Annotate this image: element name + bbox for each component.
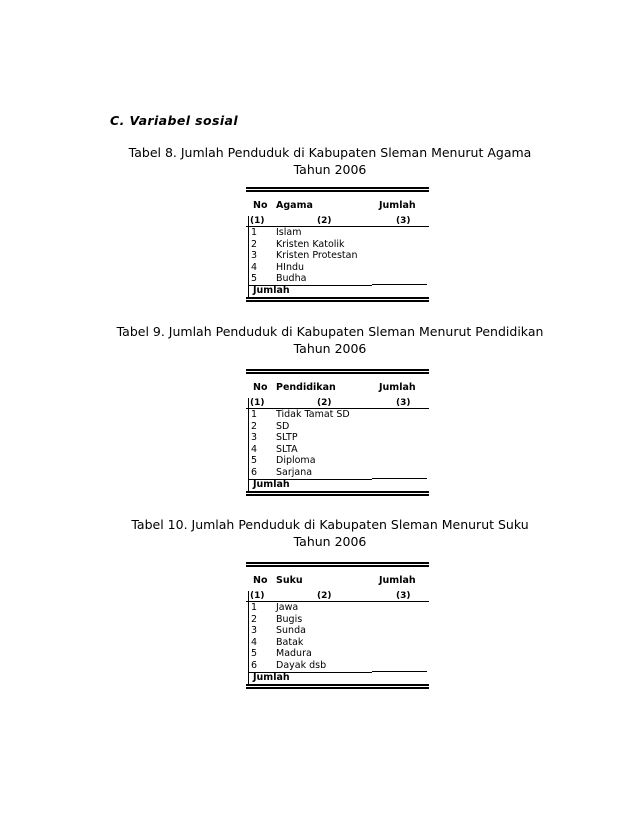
row-name: SLTA <box>276 443 298 455</box>
table-row <box>246 602 429 614</box>
column-number: (2) <box>317 398 332 408</box>
column-number: (3) <box>396 591 411 601</box>
section-heading: C. Variabel sosial <box>110 113 239 128</box>
total-label: Jumlah <box>253 478 290 490</box>
table-row <box>246 625 429 637</box>
row-name: Budha <box>276 273 307 285</box>
row-number: 5 <box>251 273 258 285</box>
table-caption-year: Tahun 2006 <box>293 162 367 177</box>
row-number: 3 <box>251 625 258 637</box>
table-row <box>246 239 429 251</box>
table-total-row <box>246 672 429 684</box>
column-header: Suku <box>276 575 303 586</box>
row-name: SLTP <box>276 432 298 444</box>
row-name: Dayak dsb <box>276 659 327 671</box>
row-number: 2 <box>251 420 258 432</box>
table-row <box>246 227 429 239</box>
row-name: Kristen Katolik <box>276 238 345 250</box>
table-header-row <box>246 200 429 212</box>
row-name: Kristen Protestan <box>276 250 358 262</box>
row-number: 1 <box>251 409 258 420</box>
table-total-row <box>246 479 429 491</box>
column-header: Jumlah <box>379 575 416 586</box>
row-number: 5 <box>251 455 258 467</box>
column-number: (1) <box>250 216 265 226</box>
table-left-rule <box>248 398 249 491</box>
row-number: 3 <box>251 432 258 444</box>
row-number: 2 <box>251 613 258 625</box>
table-row <box>246 648 429 660</box>
total-label: Jumlah <box>253 671 290 683</box>
column-header: Pendidikan <box>276 382 336 393</box>
table-caption-year: Tahun 2006 <box>293 534 367 549</box>
table-top-double-rule <box>246 187 429 192</box>
table-caption-title: Tabel 10. Jumlah Penduduk di Kabupaten Sleman Menurut Suku <box>131 517 529 532</box>
table-bottom-double-rule <box>246 491 429 496</box>
table-top-double-rule <box>246 369 429 374</box>
row-name: Diploma <box>276 455 316 467</box>
table-row <box>246 421 429 433</box>
column-number: (1) <box>250 398 265 408</box>
row-number: 1 <box>251 227 258 238</box>
column-number-row <box>246 591 429 602</box>
column-number: (3) <box>396 398 411 408</box>
row-number: 6 <box>251 659 258 671</box>
column-header: No <box>253 575 268 586</box>
table-row <box>246 614 429 626</box>
row-name: Madura <box>276 648 312 660</box>
row-name: SD <box>276 420 290 432</box>
table-header-row <box>246 575 429 587</box>
column-header: Agama <box>276 200 313 211</box>
row-name: Batak <box>276 636 304 648</box>
column-number-row <box>246 398 429 409</box>
table-row <box>246 262 429 274</box>
table-total-row <box>246 285 429 297</box>
row-name: Tidak Tamat SD <box>276 409 350 420</box>
table-row <box>246 250 429 262</box>
row-name: HIndu <box>276 261 305 273</box>
row-name: Jawa <box>276 602 299 613</box>
row-name: Bugis <box>276 613 303 625</box>
table-caption <box>100 144 560 178</box>
column-number: (2) <box>317 591 332 601</box>
table-row <box>246 444 429 456</box>
column-header: No <box>253 382 268 393</box>
row-name: Islam <box>276 227 302 238</box>
column-number: (1) <box>250 591 265 601</box>
column-header: Jumlah <box>379 200 416 211</box>
row-number: 5 <box>251 648 258 660</box>
table-row <box>246 637 429 649</box>
row-number: 3 <box>251 250 258 262</box>
table-row <box>246 432 429 444</box>
row-number: 2 <box>251 238 258 250</box>
row-number: 4 <box>251 636 258 648</box>
column-header: No <box>253 200 268 211</box>
table-row <box>246 409 429 421</box>
table-caption <box>100 516 560 550</box>
row-name: Sunda <box>276 625 306 637</box>
row-number: 4 <box>251 261 258 273</box>
row-number: 1 <box>251 602 258 613</box>
table-body <box>246 227 429 285</box>
table-row <box>246 455 429 467</box>
total-label: Jumlah <box>253 285 290 296</box>
table-left-rule <box>248 591 249 684</box>
column-header: Jumlah <box>379 382 416 393</box>
table-body <box>246 602 429 672</box>
table-caption-year: Tahun 2006 <box>293 341 367 356</box>
table-bottom-double-rule <box>246 297 429 302</box>
column-number: (2) <box>317 216 332 226</box>
table-caption-title: Tabel 8. Jumlah Penduduk di Kabupaten Sleman Menurut Agama <box>128 145 532 160</box>
table-top-double-rule <box>246 562 429 567</box>
table-body <box>246 409 429 479</box>
table-caption-title: Tabel 9. Jumlah Penduduk di Kabupaten Sleman Menurut Pendidikan <box>116 324 544 339</box>
column-number-row <box>246 216 429 227</box>
table-caption <box>100 323 560 357</box>
row-number: 6 <box>251 466 258 478</box>
table-bottom-double-rule <box>246 684 429 689</box>
table-header-row <box>246 382 429 394</box>
column-number: (3) <box>396 216 411 226</box>
row-number: 4 <box>251 443 258 455</box>
row-name: Sarjana <box>276 466 313 478</box>
